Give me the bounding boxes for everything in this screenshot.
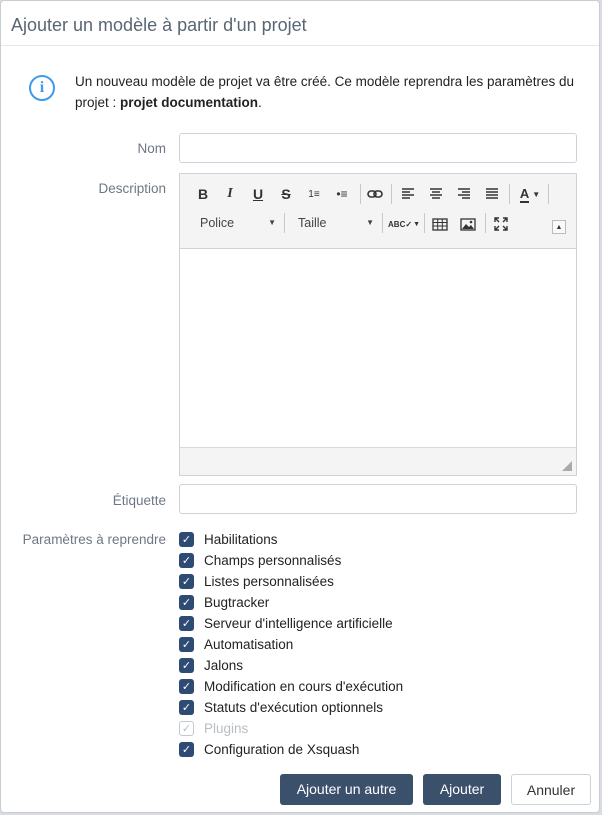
param-option[interactable] [179,571,403,592]
param-option[interactable] [179,697,403,718]
resize-handle-icon[interactable] [562,461,572,471]
name-input[interactable] [179,133,577,163]
dialog-title: Ajouter un modèle à partir d'un projet [1,1,599,46]
param-label: Bugtracker [204,595,270,610]
param-option[interactable] [179,613,403,634]
param-label: Listes personnalisées [204,574,334,589]
text-color-icon[interactable]: A ▼ [519,185,541,201]
align-right-icon[interactable] [453,183,475,205]
font-combo[interactable]: Police ▼ [200,216,276,230]
underline-icon[interactable]: U [252,186,264,202]
cancel-button[interactable]: Annuler [511,774,591,805]
collapse-toolbar-icon[interactable]: ▲ [552,220,566,234]
editor-toolbar [180,174,576,249]
toolbar-separator [509,184,510,204]
checkbox-checked-icon[interactable]: ✓ [179,574,194,589]
add-button[interactable]: Ajouter [423,774,501,805]
checkbox-checked-icon[interactable]: ✓ [179,532,194,547]
param-label: Jalons [204,658,244,673]
param-option[interactable] [179,655,403,676]
info-icon: i [29,75,55,101]
param-option[interactable] [179,592,403,613]
toolbar-separator [548,184,549,204]
param-label: Statuts d'exécution optionnels [204,700,383,715]
align-center-icon[interactable] [425,183,447,205]
align-left-icon[interactable] [397,183,419,205]
add-another-button[interactable]: Ajouter un autre [280,774,413,805]
editor-content-area[interactable] [180,249,576,448]
italic-icon[interactable]: I [227,186,233,201]
checkbox-checked-icon[interactable]: ✓ [179,742,194,757]
bold-icon[interactable]: B [197,186,209,202]
checkbox-checked-icon[interactable]: ✓ [179,595,194,610]
param-option[interactable] [179,739,403,760]
params-label: Paramètres à reprendre [22,532,166,547]
params-checkbox-list [179,529,403,760]
tag-input[interactable] [179,484,577,514]
bullet-list-icon[interactable]: •≡ [336,187,348,201]
toolbar-separator [382,213,383,233]
param-label: Plugins [204,721,249,736]
checkbox-checked-icon[interactable]: ✓ [179,700,194,715]
param-option[interactable] [179,634,403,655]
project-name: projet documentation [120,95,259,110]
description-label: Description [98,181,166,196]
checkbox-checked-icon[interactable]: ✓ [179,553,194,568]
param-label: Champs personnalisés [204,553,342,568]
spellcheck-icon[interactable]: ABC✓ ▼ [388,219,420,229]
param-option [179,718,403,739]
toolbar-separator [424,213,425,233]
param-option[interactable] [179,550,403,571]
name-label: Nom [137,141,166,156]
justify-icon[interactable] [481,183,503,205]
param-label: Automatisation [204,637,294,652]
description-editor [179,173,577,476]
link-icon[interactable] [364,183,386,205]
checkbox-checked-icon[interactable]: ✓ [179,637,194,652]
checkbox-checked-icon[interactable]: ✓ [179,658,194,673]
checkbox-checked-icon[interactable]: ✓ [179,616,194,631]
numbered-list-icon[interactable]: 1≡ [308,188,320,200]
size-combo[interactable]: Taille ▼ [298,216,374,230]
param-label: Modification en cours d'exécution [204,679,404,694]
checkbox-checked-icon[interactable]: ✓ [179,679,194,694]
param-option[interactable] [179,676,403,697]
table-icon[interactable] [429,213,451,235]
maximize-icon[interactable] [490,213,512,235]
strikethrough-icon[interactable]: S [281,186,291,202]
param-label: Serveur d'intelligence artificielle [204,616,393,631]
param-label: Habilitations [204,532,278,547]
toolbar-separator [284,213,285,233]
editor-footer [180,447,576,475]
param-option[interactable] [179,529,403,550]
tag-label: Étiquette [112,493,166,508]
toolbar-separator [391,184,392,204]
image-icon[interactable] [457,213,479,235]
param-label: Configuration de Xsquash [204,742,360,757]
toolbar-separator [485,213,486,233]
info-text: Un nouveau modèle de projet va être créé. Ce modèle reprendra les paramètres du projet : projet documentation. [75,74,575,110]
toolbar-separator [360,184,361,204]
checkbox-checked-icon: ✓ [179,721,194,736]
